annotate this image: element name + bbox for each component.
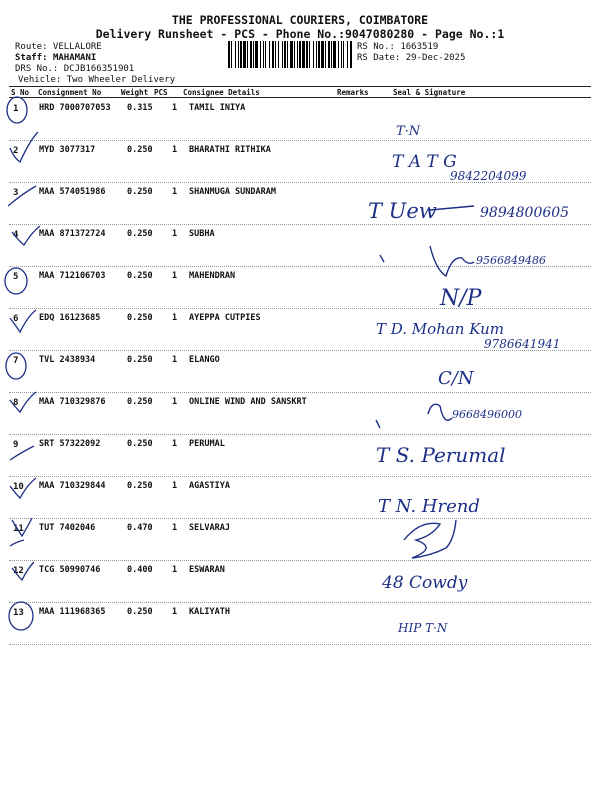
- row-sno: 2: [13, 146, 19, 156]
- sig-row-6b: 9786641941: [484, 337, 561, 351]
- row-consignment-no: MAA 710329844: [39, 481, 106, 491]
- col-seal-signature: Seal & Signature: [393, 88, 466, 97]
- sig-row-8-scrawl: [376, 404, 452, 428]
- row-consignment-no: MAA 871372724: [39, 229, 106, 239]
- sno-circle-7: [6, 353, 26, 379]
- row-consignment-no: SRT 57322092: [39, 439, 101, 449]
- row-pcs: 1: [172, 565, 178, 575]
- tick-mark-9: [10, 446, 34, 460]
- row-consignee: SHANMUGA SUNDARAM: [189, 187, 276, 197]
- sno-circle-1: [7, 97, 27, 123]
- sig-row-1: T·N: [396, 124, 421, 139]
- row-weight: 0.250: [127, 271, 153, 281]
- sig-row-10: T N. Hrend: [378, 496, 480, 517]
- rs-number: RS No.: 1663519: [357, 42, 439, 52]
- runsheet-subtitle: Delivery Runsheet - PCS - Phone No.:9047080280 - Page No.:1: [95, 27, 505, 41]
- sig-row-6a: T D. Mohan Kum: [376, 320, 504, 338]
- row-pcs: 1: [172, 439, 178, 449]
- sig-row-13: HIP T·N: [398, 621, 448, 635]
- row-consignment-no: TUT 7402046: [39, 523, 96, 533]
- tick-mark-8: [10, 392, 36, 412]
- row-pcs: 1: [172, 271, 178, 281]
- tick-mark-12: [12, 562, 34, 580]
- sig-row-4-scrawl: [380, 246, 474, 276]
- row-weight: 0.250: [127, 439, 153, 449]
- sno-circle-13: [9, 602, 33, 630]
- tick-mark-10: [10, 478, 36, 498]
- row-consignee: ESWARAN: [189, 565, 225, 575]
- row-consignment-no: MAA 111968365: [39, 607, 106, 617]
- staff-label: Staff:: [15, 53, 53, 63]
- row-consignment-no: MYD 3077317: [39, 145, 96, 155]
- row-pcs: 1: [172, 355, 178, 365]
- row-consignment-no: MAA 574051986: [39, 187, 106, 197]
- vehicle: Vehicle: Two Wheeler Delivery: [18, 75, 176, 85]
- row-pcs: 1: [172, 313, 178, 323]
- col-pcs: PCS: [154, 88, 168, 97]
- tick-mark-4: [12, 226, 40, 245]
- row-consignee: ELANGO: [189, 355, 220, 365]
- tick-mark-2: [10, 132, 38, 162]
- row-consignment-no: TCG 50990746: [39, 565, 101, 575]
- row-weight: 0.250: [127, 481, 153, 491]
- row-consignee: MAHENDRAN: [189, 271, 236, 281]
- row-weight: 0.250: [127, 145, 153, 155]
- rs-date: RS Date: 29-Dec-2025: [357, 53, 466, 63]
- row-consignee: ONLINE WIND AND SANSKRT: [189, 397, 307, 407]
- col-consignee: Consignee Details: [183, 88, 260, 97]
- signature-texts: [368, 124, 569, 635]
- col-sno: S No: [11, 88, 30, 97]
- row-pcs: 1: [172, 229, 178, 239]
- row-consignment-no: HRD 7000707053: [39, 103, 111, 113]
- row-consignee: PERUMAL: [189, 439, 225, 449]
- row-sno: 1: [13, 104, 19, 114]
- row-weight: 0.400: [127, 565, 153, 575]
- row-consignee: BHARATHI RITHIKA: [189, 145, 271, 155]
- sig-row-8: 9668496000: [452, 408, 522, 421]
- row-consignment-no: MAA 710329876: [39, 397, 106, 407]
- row-consignment-no: EDQ 16123685: [39, 313, 101, 323]
- col-weight: Weight: [121, 88, 149, 97]
- row-consignee: AGASTIYA: [189, 481, 230, 491]
- sig-row-12: 48 Cowdy: [382, 573, 468, 593]
- sig-row-11-scrawl: [404, 520, 456, 558]
- row-pcs: 1: [172, 607, 178, 617]
- row-pcs: 1: [172, 103, 178, 113]
- sig-row-3b: 9894800605: [480, 205, 570, 221]
- sno-circle-5: [5, 268, 27, 294]
- row-sno: 9: [13, 440, 19, 450]
- row-weight: 0.250: [127, 607, 153, 617]
- sig-row-9: T S. Perumal: [376, 443, 506, 467]
- row-consignment-no: MAA 712106703: [39, 271, 106, 281]
- col-remarks: Remarks: [337, 88, 369, 97]
- row-sno: 12: [13, 566, 24, 576]
- row-sno: 6: [13, 314, 19, 324]
- row-pcs: 1: [172, 397, 178, 407]
- row-pcs: 1: [172, 481, 178, 491]
- route: Route: VELLALORE: [15, 42, 102, 52]
- row-pcs: 1: [172, 187, 178, 197]
- row-weight: 0.250: [127, 355, 153, 365]
- row-pcs: 1: [172, 145, 178, 155]
- row-consignee: TAMIL INIYA: [189, 103, 246, 113]
- row-sno: 8: [13, 398, 19, 408]
- row-sno: 5: [13, 272, 19, 282]
- row-consignee: SUBHA: [189, 229, 215, 239]
- sig-row-2b: 9842204099: [450, 169, 527, 183]
- tick-mark-6: [10, 310, 36, 332]
- row-weight: 0.250: [127, 187, 153, 197]
- drs-number: DRS No.: DCJB166351901: [15, 64, 135, 74]
- runsheet-title: THE PROFESSIONAL COURIERS, COIMBATORE: [171, 13, 429, 27]
- row-weight: 0.250: [127, 229, 153, 239]
- sig-row-3a: T Uew: [368, 199, 437, 223]
- sig-row-7: C/N: [438, 368, 474, 389]
- row-sno: 3: [13, 188, 19, 198]
- col-consignment: Consignment No: [38, 88, 102, 97]
- row-weight: 0.315: [127, 103, 153, 113]
- sig-row-5: N/P: [440, 286, 482, 311]
- staff-name: MAHAMANI: [52, 53, 97, 63]
- row-sno: 4: [13, 230, 19, 240]
- row-sno: 11: [13, 524, 24, 534]
- tick-mark-11: [10, 518, 32, 546]
- row-sno: 7: [13, 356, 19, 366]
- row-sno: 10: [13, 482, 24, 492]
- sig-row-4: 9566849486: [476, 254, 546, 267]
- sig-row-2a: T A T G: [392, 152, 457, 172]
- row-pcs: 1: [172, 523, 178, 533]
- row-consignee: AYEPPA CUTPIES: [189, 313, 261, 323]
- row-weight: 0.470: [127, 523, 153, 533]
- row-weight: 0.250: [127, 397, 153, 407]
- row-sno: 13: [13, 608, 24, 618]
- row-consignee: KALIYATH: [189, 607, 230, 617]
- row-weight: 0.250: [127, 313, 153, 323]
- row-consignee: SELVARAJ: [189, 523, 230, 533]
- tick-mark-3: [8, 186, 36, 206]
- row-consignment-no: TVL 2438934: [39, 355, 96, 365]
